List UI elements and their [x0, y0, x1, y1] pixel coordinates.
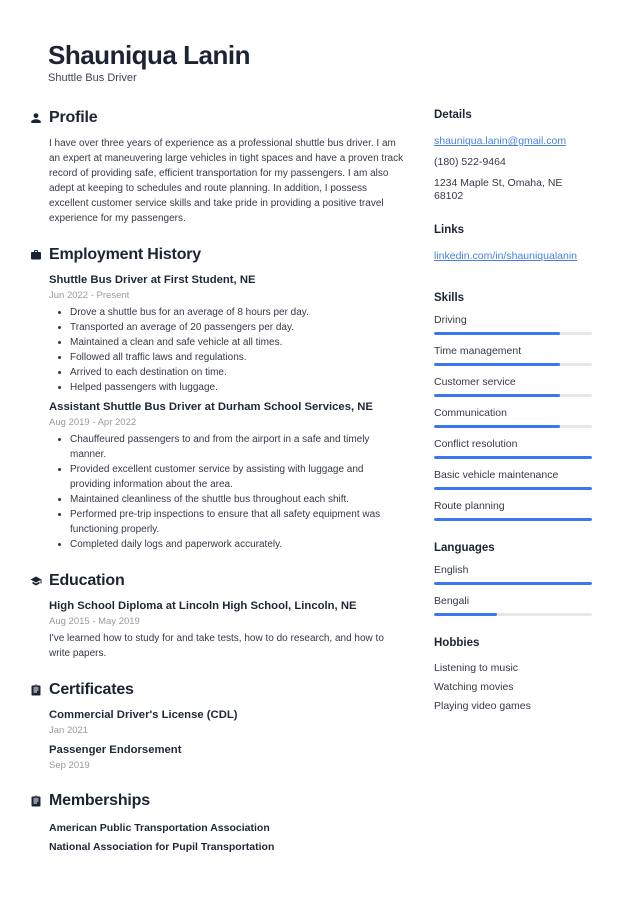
skill-bar-fill: [434, 487, 592, 490]
skill-bar-fill: [434, 363, 560, 366]
certificates-heading-row: [30, 681, 404, 699]
job-bullet: • Maintained a clean and safe vehicle at all times.: [70, 335, 404, 350]
skill-bar: [434, 456, 592, 459]
education-title: High School Diploma at Lincoln High School, Lincoln, NE: [49, 600, 357, 612]
section-details: [434, 109, 592, 203]
job-bullets: [49, 305, 404, 395]
section-profile: [30, 109, 404, 226]
address: 1234 Maple St, Omaha, NE 68102: [434, 177, 563, 202]
job-period: Aug 2019 - Apr 2022: [49, 417, 137, 428]
skill-item: [434, 469, 592, 490]
candidate-job-title: Shuttle Bus Driver: [48, 72, 137, 84]
certificate-title: Commercial Driver's License (CDL): [49, 709, 238, 721]
job-bullets: [49, 432, 404, 552]
section-education: [30, 572, 404, 661]
skill-item: [434, 376, 592, 397]
profile-heading: Profile: [49, 109, 98, 126]
education-description: I've learned how to study for and take tests, how to do research, and how to write papers.: [49, 633, 384, 659]
graduation-cap-icon: [30, 575, 42, 587]
language-bar-fill: [434, 582, 592, 585]
phone-number: (180) 522-9464: [434, 156, 506, 168]
language-item: [434, 564, 592, 585]
language-bar: [434, 613, 592, 616]
left-column: [30, 109, 404, 876]
hobby-item: Playing video games: [434, 700, 531, 712]
skill-bar-fill: [434, 394, 560, 397]
certificate-title: Passenger Endorsement: [49, 744, 182, 756]
section-hobbies: [434, 637, 592, 716]
profile-text: I have over three years of experience as a professional shuttle bus driver. I am an expert at maneuvering large vehicles in tight spaces and have a proven track record of providing safe, efficient transportation for my passengers. I am also adept at keeping to schedules and route planning. In addition, I possess excellent customer service skills and take pride in providing a positive travel experience for my passengers.: [49, 138, 404, 224]
briefcase-icon: [30, 249, 42, 261]
email-link[interactable]: shauniqua.lanin@gmail.com: [434, 135, 567, 147]
certificate-entry: [49, 743, 404, 772]
skills-heading: Skills: [434, 292, 465, 304]
linkedin-link[interactable]: linkedin.com/in/shauniqualanin: [434, 250, 578, 262]
job-bullet: • Followed all traffic laws and regulations.: [70, 350, 404, 365]
skill-item: [434, 500, 592, 521]
links-heading: Links: [434, 224, 465, 236]
skill-bar: [434, 425, 592, 428]
person-icon: [30, 112, 42, 124]
hobbies-heading: Hobbies: [434, 637, 480, 649]
skill-item: [434, 407, 592, 428]
content-columns: [0, 84, 640, 876]
education-entry: [49, 599, 404, 661]
languages-heading: Languages: [434, 542, 495, 554]
skill-bar: [434, 487, 592, 490]
memberships-heading-row: [30, 792, 404, 810]
skill-bar-fill: [434, 332, 560, 335]
skill-bar: [434, 363, 592, 366]
job-entry: [49, 400, 404, 552]
skill-item: [434, 438, 592, 459]
certificates-heading: Certificates: [49, 681, 134, 698]
language-bar: [434, 582, 592, 585]
section-certificates: [30, 681, 404, 772]
job-bullet: • Provided excellent customer service by assisting with luggage and providing information about the area.: [70, 462, 404, 492]
skill-bar-fill: [434, 518, 592, 521]
skill-label: Time management: [434, 345, 522, 357]
education-heading: Education: [49, 572, 125, 589]
skill-bar: [434, 394, 592, 397]
language-label: English: [434, 564, 469, 576]
profile-heading-row: [30, 109, 404, 127]
candidate-name: Shauniqua Lanin: [48, 40, 250, 70]
job-title: Shuttle Bus Driver at First Student, NE: [49, 274, 256, 286]
skill-bar: [434, 518, 592, 521]
section-skills: [434, 292, 592, 521]
skill-label: Route planning: [434, 500, 505, 512]
education-period: Aug 2015 - May 2019: [49, 616, 140, 627]
hobby-item: Watching movies: [434, 681, 514, 693]
education-heading-row: [30, 572, 404, 590]
job-period: Jun 2022 - Present: [49, 290, 130, 301]
skill-label: Conflict resolution: [434, 438, 518, 450]
hobby-item: Listening to music: [434, 662, 519, 674]
skill-item: [434, 345, 592, 366]
membership-item: National Association for Pupil Transportation: [49, 840, 275, 853]
job-title: Assistant Shuttle Bus Driver at Durham School Services, NE: [49, 401, 373, 413]
clipboard-icon: [30, 684, 42, 696]
certificate-entry: [49, 708, 404, 737]
skill-label: Communication: [434, 407, 507, 419]
certificate-period: Sep 2019: [49, 760, 90, 771]
clipboard-icon: [30, 795, 42, 807]
job-bullet: • Helped passengers with luggage.: [70, 380, 404, 395]
language-bar-fill: [434, 613, 497, 616]
employment-heading: Employment History: [49, 246, 201, 263]
memberships-heading: Memberships: [49, 792, 150, 809]
skill-label: Driving: [434, 314, 467, 326]
language-label: Bengali: [434, 595, 470, 607]
section-employment-history: [30, 246, 404, 552]
page-header: [0, 0, 640, 84]
job-bullet: • Chauffeured passengers to and from the airport in a safe and timely manner.: [70, 432, 404, 462]
job-bullet: • Maintained cleanliness of the shuttle bus throughout each shift.: [70, 492, 404, 507]
section-links: [434, 224, 592, 271]
skill-label: Customer service: [434, 376, 516, 388]
job-bullet: • Completed daily logs and paperwork accurately.: [70, 537, 404, 552]
right-column: [434, 109, 592, 876]
membership-item: American Public Transportation Association: [49, 822, 270, 834]
employment-heading-row: [30, 246, 404, 264]
skill-bar: [434, 332, 592, 335]
section-languages: [434, 542, 592, 616]
skill-bar-fill: [434, 456, 592, 459]
details-heading: Details: [434, 109, 472, 121]
skill-item: [434, 314, 592, 335]
job-entry: [49, 273, 404, 395]
skill-label: Basic vehicle maintenance: [434, 469, 559, 481]
job-bullet: • Arrived to each destination on time.: [70, 365, 404, 380]
section-memberships: [30, 792, 404, 856]
language-item: [434, 595, 592, 616]
job-bullet: • Transported an average of 20 passengers per day.: [70, 320, 404, 335]
job-bullet: • Drove a shuttle bus for an average of 8 hours per day.: [70, 305, 404, 320]
skill-bar-fill: [434, 425, 560, 428]
job-bullet: • Performed pre-trip inspections to ensure that all safety equipment was functioning properly.: [70, 507, 404, 537]
certificate-period: Jan 2021: [49, 725, 89, 736]
